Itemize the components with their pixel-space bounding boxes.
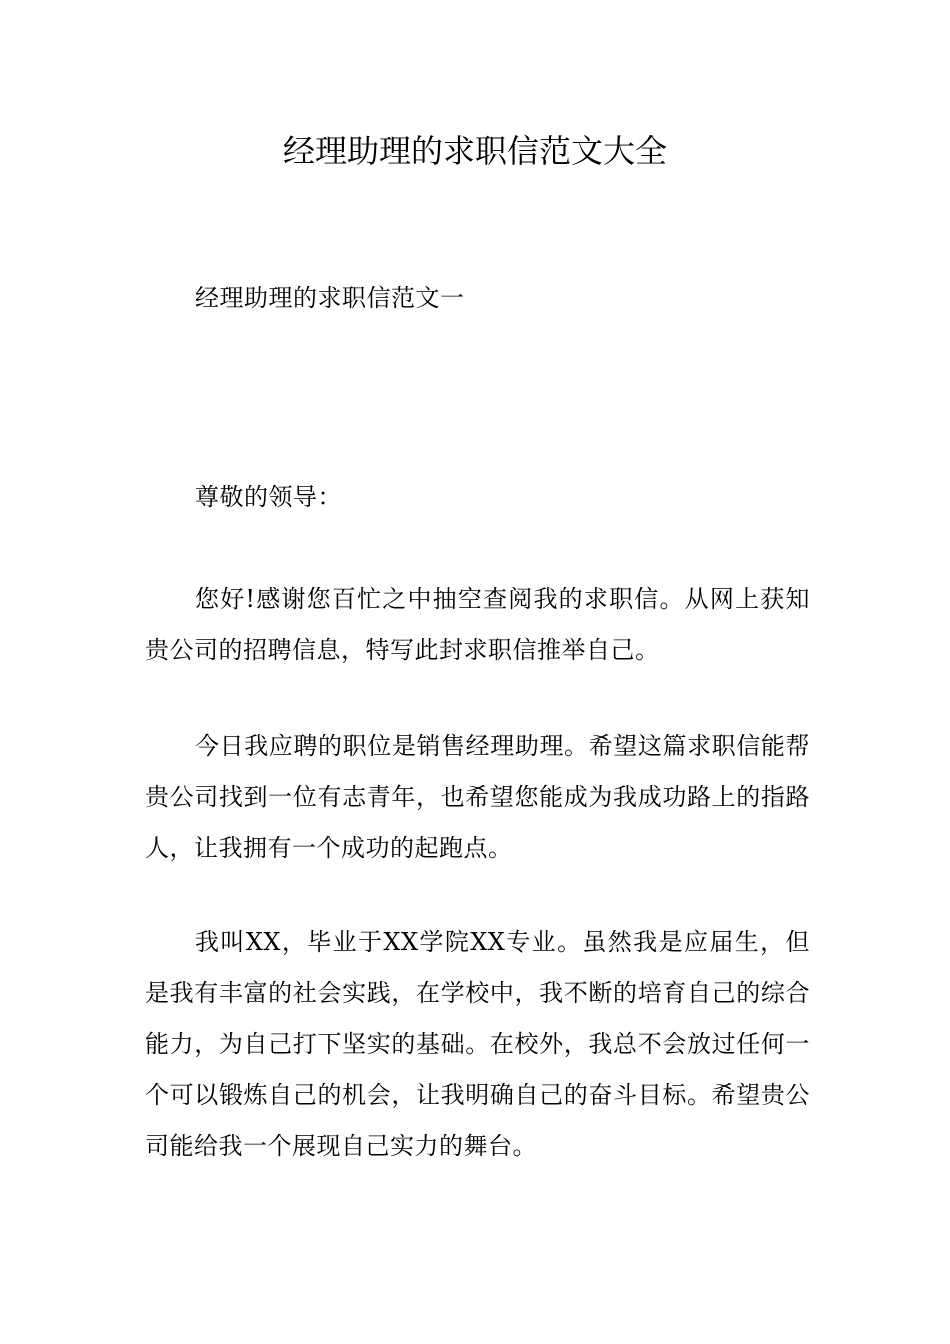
salutation: 尊敬的领导： <box>195 483 342 511</box>
body-paragraph: 今日我应聘的职位是销售经理助理。希望这篇求职信能帮贵公司找到一位有志青年，也希望您能成为我成功路上的指路人，让我拥有一个成功的起跑点。 <box>145 732 810 862</box>
document-title: 经理助理的求职信范文大全 <box>282 132 667 170</box>
body-paragraph: 您好!感谢您百忙之中抽空查阅我的求职信。从网上获知贵公司的招聘信息，特写此封求职信推举自己。 <box>145 585 810 664</box>
body-paragraph: 我叫XX，毕业于XX学院XX专业。虽然我是应届生，但是我有丰富的社会实践，在学校中，我不断的培育自己的综合能力，为自己打下坚实的基础。在校外，我总不会放过任何一个可以锻炼自己的机会，让我明确自己的奋斗目标。希望贵公司能给我一个展现自己实力的舞台。 <box>145 928 810 1160</box>
section-heading: 经理助理的求职信范文一 <box>195 284 465 312</box>
